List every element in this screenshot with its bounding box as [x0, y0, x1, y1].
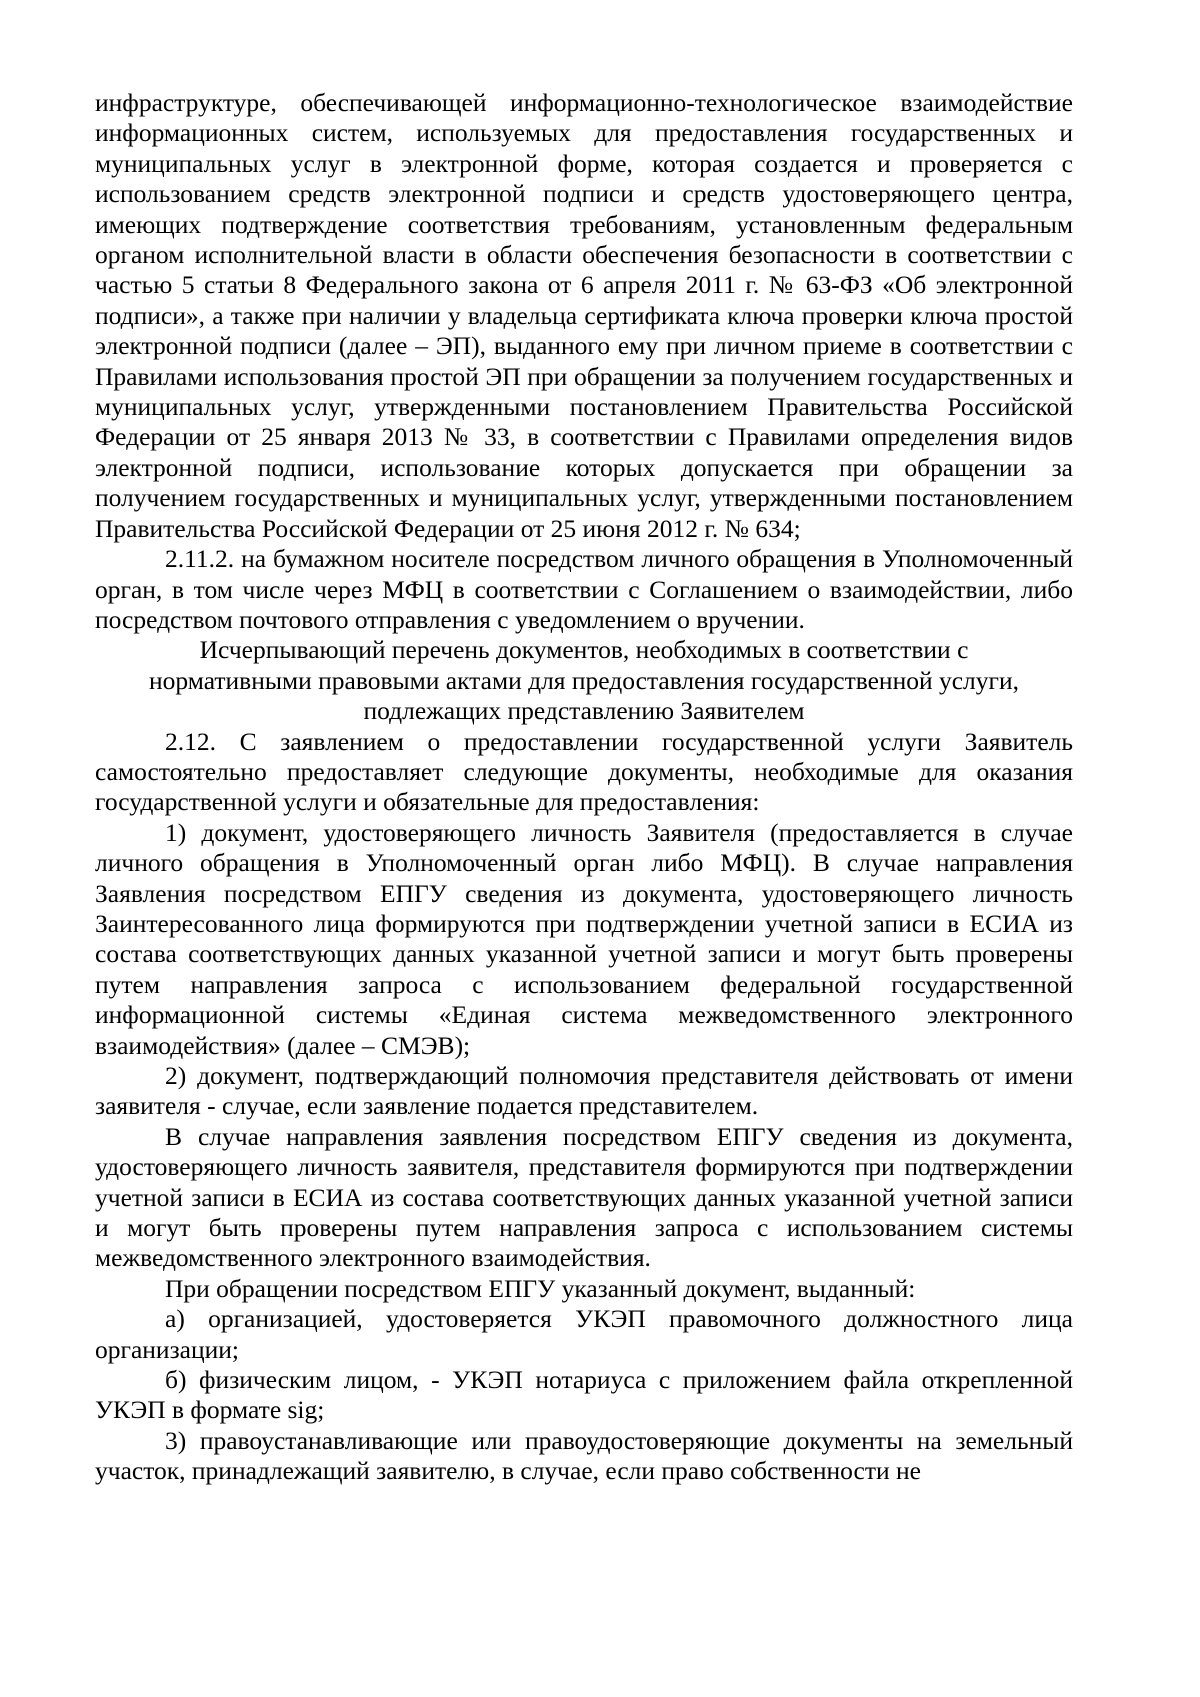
paragraph-2-11-2: 2.11.2. на бумажном носителе посредством личного обращения в Уполномоченный орган, в том числе через МФЦ в соответствии с Соглашением о взаимодействии, либо посредством почтового отправления с уведомлением о вручении.: [95, 544, 1073, 634]
section-heading-line-2: нормативными правовыми актами для предоставления государственной услуги,: [148, 665, 1020, 695]
paragraph-epgu-document: При обращении посредством ЕПГУ указанный документ, выданный:: [165, 1273, 916, 1303]
section-heading-line-1: Исчерпывающий перечень документов, необходимых в соответствии с: [199, 635, 969, 665]
list-item-2: 2) документ, подтверждающий полномочия представителя действовать от имени заявителя - случае, если заявление подается представителем.: [95, 1061, 1073, 1121]
list-item-1: 1) документ, удостоверяющего личность Заявителя (предоставляется в случае личного обращения в Уполномоченный орган либо МФЦ). В случае направления Заявления посредством ЕПГУ сведения из документа, удостоверяющего личность Заинтересованного лица формируются при подтверждении учетной записи в ЕСИА из состава соответствующих данных указанной учетной записи и могут быть проверены путем направления запроса с использованием федеральной государственной информационной системы «Единая система межведомственного электронного взаимодействия» (далее – СМЭВ);: [95, 817, 1073, 1060]
paragraph-2-12: 2.12. С заявлением о предоставлении государственной услуги Заявитель самостоятельно предоставляет следующие документы, необходимые для оказания государственной услуги и обязательные для предоставления:: [95, 726, 1073, 817]
list-item-b: б) физическим лицом, - УКЭП нотариуса с приложением файла открепленной УКЭП в формате sig;: [95, 1365, 1073, 1425]
list-item-a: а) организацией, удостоверяется УКЭП правомочного должностного лица организации;: [95, 1304, 1073, 1364]
document-page: [95, 88, 1073, 1487]
paragraph-epgu-identity: В случае направления заявления посредством ЕПГУ сведения из документа, удостоверяющего личность заявителя, представителя формируются при подтверждении учетной записи в ЕСИА из состава соответствующих данных указанной учетной записи и могут быть проверены путем направления запроса с использованием системы межведомственного электронного взаимодействия.: [95, 1121, 1073, 1273]
section-heading-line-3: подлежащих представлению Заявителем: [363, 696, 805, 726]
list-item-3: 3) правоустанавливающие или правоудостоверяющие документы на земельный участок, принадлежащий заявителю, в случае, если право собственности не: [95, 1425, 1073, 1486]
paragraph-electronic-signature: инфраструктуре, обеспечивающей информационно-технологическое взаимодействие информационных систем, используемых для предоставления государственных и муниципальных услуг в электронной форме, которая создается и проверяется с использованием средств электронной подписи и средств удостоверяющего центра, имеющих подтверждение соответствия требованиям, установленным федеральным органом исполнительной власти в области обеспечения безопасности в соответствии с частью 5 статьи 8 Федерального закона от 6 апреля 2011 г. № 63-ФЗ «Об электронной подписи», а также при наличии у владельца сертификата ключа проверки ключа простой электронной подписи (далее – ЭП), выданного ему при личном приеме в соответствии с Правилами использования простой ЭП при обращении за получением государственных и муниципальных услуг, утвержденными постановлением Правительства Российской Федерации от 25 января 2013 № 33, в соответствии с Правилами определения видов электронной подписи, использование которых допускается при обращении за получением государственных и муниципальных услуг, утвержденными постановлением Правительства Российской Федерации от 25 июня 2012 г. № 634;: [95, 88, 1073, 543]
